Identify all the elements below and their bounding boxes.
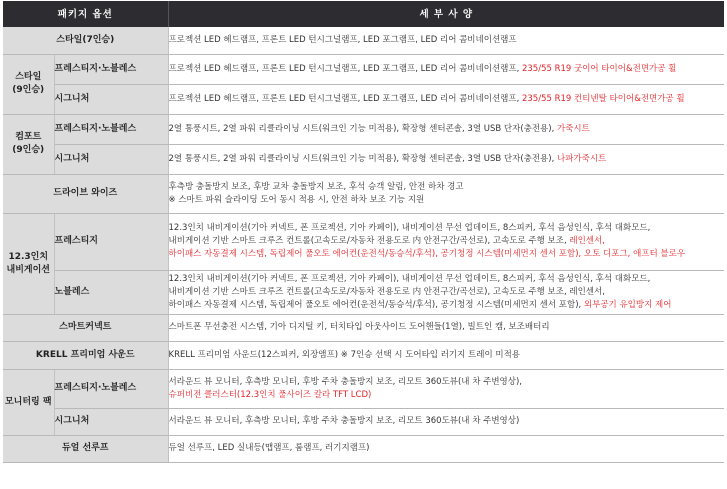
detail-navi-prestige [168, 213, 724, 270]
trim-noblesse: 노블레스 [54, 270, 168, 314]
detail-highlight: 하이패스 자동결제 시스템, 독립제어 풀오토 에어컨(운전석/동승석/후석), 공기청정 시스템(미세먼지 센서 포함), 오토 디포그, 애프터 블로우 [168, 249, 686, 259]
detail-text: 2열 통풍시트, 2열 파워 리클라이닝 시트(워크인 기능 미적용), 확장형 센터콘솔, 3열 USB 단자(충전용), [168, 123, 557, 134]
package-name-line: (9인승) [12, 85, 45, 95]
detail-krell [168, 341, 724, 369]
detail-highlight: 나파가죽시트 [556, 153, 607, 164]
detail-highlight: 외부공기 유입방지 제어 [583, 299, 672, 310]
detail-line: 12.3인치 내비게이션(기아 커넥트, 폰 프로젝션, 기아 카페이), 내비게이션 무선 업데이트, 8스피커, 후석 음성인식, 후석 대화모드, [168, 223, 651, 233]
package-name-drivewise: 드라이브 와이즈 [3, 174, 168, 213]
package-name-navi [3, 213, 54, 314]
detail-style7 [168, 27, 724, 54]
detail-comfort9-signature [168, 144, 724, 174]
detail-text: 프로젝션 LED 헤드램프, 프론트 LED 턴시그널램프, LED 포그램프, LED 리어 콤비네이션램프, [168, 63, 522, 74]
detail-highlight: 가죽시트 [556, 123, 590, 134]
detail-line: 내비게이션 기반 스마트 크루즈 컨트롤(고속도로/자동차 전용도로 内 안전구간/곡선로), 고속도로 주행 보조, 레인센서, [168, 286, 605, 297]
package-options-table [3, 1, 724, 463]
package-name-line: (9인승) [12, 145, 45, 155]
header-package: 패키지 옵션 [3, 1, 168, 27]
package-name-krell: KRELL 프리미엄 사운드 [3, 341, 168, 369]
detail-line: KRELL 프리미엄 사운드(12스피커, 외장앰프) ※ 7인승 선택 시 도어타입 러기지 트레이 미적용 [168, 349, 520, 360]
detail-comfort9-prestige [168, 114, 724, 144]
header-detail: 세 부 사 양 [168, 1, 724, 27]
detail-line: 서라운드 뷰 모니터, 후측방 모니터, 후방 주차 충돌방지 보조, 리모트 360도뷰(내 차 주변영상), [168, 376, 522, 387]
package-name-dual-sunroof: 듀얼 선루프 [3, 435, 168, 462]
row-comfort9-prestige [3, 114, 724, 144]
row-style9-signature [3, 84, 724, 114]
row-monitoring-signature [3, 408, 724, 435]
package-name-comfort9 [3, 114, 54, 174]
trim-signature: 시그니처 [54, 84, 168, 114]
package-name-monitoring: 모니터링 팩 [3, 369, 54, 435]
row-smartconnect [3, 314, 724, 341]
table-header-row [3, 1, 724, 27]
trim-prestige-noblesse: 프레스티지·노블레스 [54, 54, 168, 84]
row-navi-noblesse [3, 270, 724, 314]
trim-signature: 시그니처 [54, 144, 168, 174]
trim-prestige-noblesse: 프레스티지·노블레스 [54, 114, 168, 144]
detail-text: 하이패스 자동결제 시스템, 독립제어 풀오토 에어컨(운전석/동승석/후석), 공기청정 시스템(미세먼지 센서 포함), [168, 299, 584, 310]
trim-signature: 시그니처 [54, 408, 168, 435]
trim-prestige-noblesse: 프레스티지·노블레스 [54, 369, 168, 408]
detail-navi-noblesse [168, 270, 724, 314]
row-krell [3, 341, 724, 369]
detail-line: 프로젝션 LED 헤드램프, 프론트 LED 턴시그널램프, LED 포그램프, LED 리어 콤비네이션램프 [168, 34, 517, 45]
detail-line: 12.3인치 내비게이션(기아 커넥트, 폰 프로젝션, 기아 카페이), 내비게이션 무선 업데이트, 8스피커, 후석 음성인식, 후석 대화모드, [168, 273, 651, 284]
detail-highlight: 레인센서, [569, 236, 605, 246]
detail-line: 듀얼 선루프, LED 실내등(맵램프, 룸램프, 러기지램프) [168, 443, 370, 453]
detail-highlight: 슈퍼비전 클러스터(12.3인치 풀사이즈 칼라 TFT LCD) [168, 389, 372, 400]
row-style9-prestige [3, 54, 724, 84]
package-name-smartconnect: 스마트커넥트 [3, 314, 168, 341]
detail-drivewise [168, 174, 724, 213]
row-comfort9-signature [3, 144, 724, 174]
detail-line: 서라운드 뷰 모니터, 후측방 모니터, 후방 주차 충돌방지 보조, 리모트 360도뷰(내 차 주변영상) [168, 416, 520, 426]
detail-line: 스마트폰 무선충전 시스템, 기아 디지털 키, 터치타입 아웃사이드 도어핸들(1열), 빌트인 캠, 보조배터리 [168, 322, 550, 332]
detail-monitoring-prestige [168, 369, 724, 408]
row-style7 [3, 27, 724, 54]
row-dual-sunroof [3, 435, 724, 462]
package-name-line: 12.3인치 [8, 251, 49, 262]
row-monitoring-prestige [3, 369, 724, 408]
package-name-line: 내비게이션 [6, 264, 50, 275]
detail-smartconnect [168, 314, 724, 341]
package-name-line: 스타일 [15, 72, 42, 82]
detail-line: 후측방 충돌방지 보조, 후방 교차 충돌방지 보조, 후석 승객 알림, 안전 하차 경고 [168, 181, 464, 192]
detail-highlight: 235/55 R19 컨티넨탈 타이어&전면가공 휠 [521, 93, 685, 104]
detail-style9-signature [168, 84, 724, 114]
row-navi-prestige [3, 213, 724, 270]
package-name-style9 [3, 54, 54, 114]
row-drivewise [3, 174, 724, 213]
package-name-style7: 스타일(7인승) [3, 27, 168, 54]
detail-style9-prestige [168, 54, 724, 84]
trim-prestige: 프레스티지 [54, 213, 168, 270]
detail-note: ※ 스마트 파워 슬라이딩 도어 동시 적용 시, 안전 하차 보조 기능 지원 [168, 194, 425, 205]
detail-monitoring-signature [168, 408, 724, 435]
package-name-line: 컴포트 [15, 132, 42, 142]
detail-highlight: 235/55 R19 굿이어 타이어&전면가공 휠 [521, 63, 677, 74]
detail-text: 2열 통풍시트, 2열 파워 리클라이닝 시트(워크인 기능 미적용), 확장형 센터콘솔, 3열 USB 단자(충전용), [168, 153, 557, 164]
detail-dual-sunroof [168, 435, 724, 462]
detail-text: 내비게이션 기반 스마트 크루즈 컨트롤(고속도로/자동차 전용도로 内 안전구간/곡선로), 고속도로 주행 보조, [168, 236, 570, 246]
detail-text: 프로젝션 LED 헤드램프, 프론트 LED 턴시그널램프, LED 포그램프, LED 리어 콤비네이션램프, [168, 93, 522, 104]
